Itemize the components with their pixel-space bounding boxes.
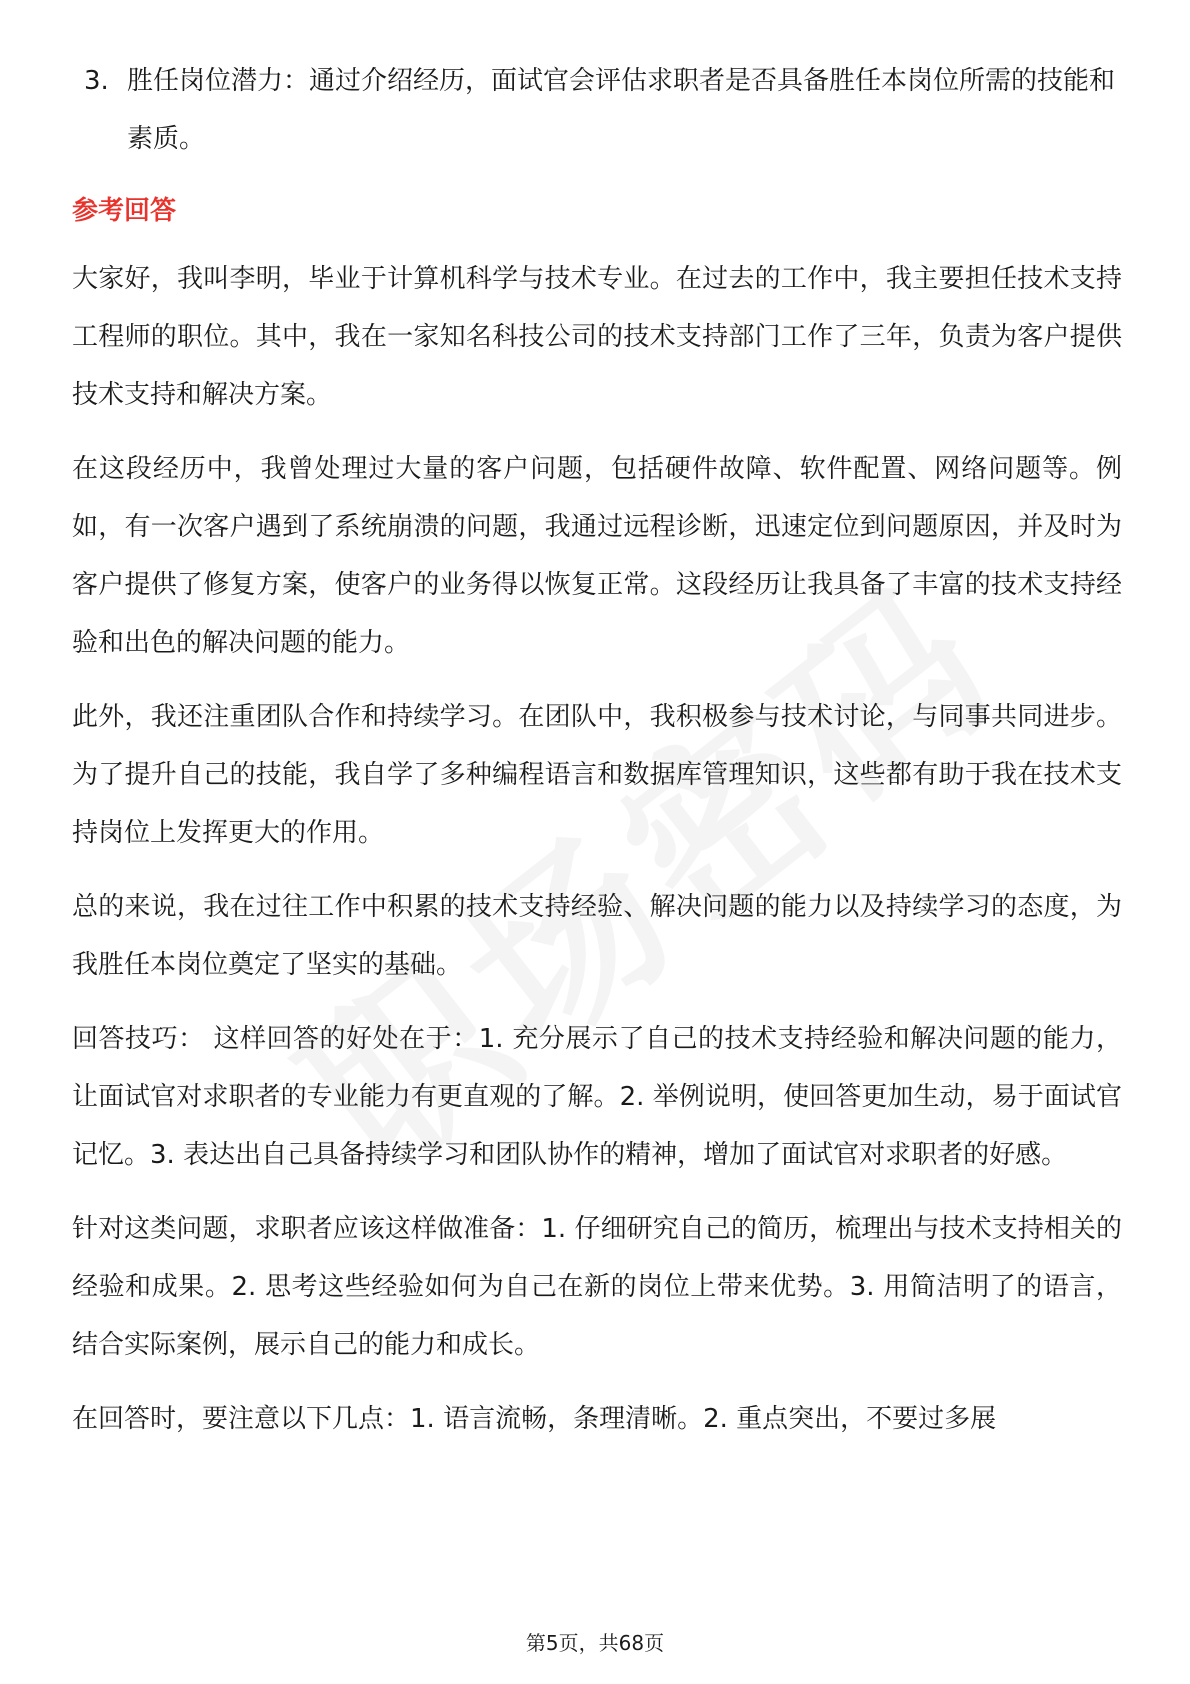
document-page (72, 52, 1122, 1448)
page-footer: 第5页，共68页 (525, 1631, 665, 1655)
section-title-reference-answer: 参考回答 (72, 196, 177, 226)
paragraph-notes: 在回答时，要注意以下几点：1. 语言流畅，条理清晰。2. 重点突出，不要过多展 (72, 1404, 997, 1434)
list-item-text: 胜任岗位潜力：通过介绍经历，面试官会评估求职者是否具备胜任本岗位所需的技能和素质。 (127, 66, 1116, 154)
paragraph-intro: 大家好，我叫李明，毕业于计算机科学与技术专业。在过去的工作中，我主要担任技术支持工程师的职位。其中，我在一家知名科技公司的技术支持部门工作了三年，负责为客户提供技术支持和解决方案。 (72, 264, 1122, 410)
paragraph-summary: 总的来说，我在过往工作中积累的技术支持经验、解决问题的能力以及持续学习的态度，为我胜任本岗位奠定了坚实的基础。 (72, 892, 1122, 980)
paragraph-experience: 在这段经历中，我曾处理过大量的客户问题，包括硬件故障、软件配置、网络问题等。例如，有一次客户遇到了系统崩溃的问题，我通过远程诊断，迅速定位到问题原因，并及时为客户提供了修复方案，使客户的业务得以恢复正常。这段经历让我具备了丰富的技术支持经验和出色的解决问题的能力。 (72, 454, 1122, 658)
list-item-3 (72, 52, 1122, 168)
paragraph-preparation: 针对这类问题，求职者应该这样做准备：1. 仔细研究自己的简历，梳理出与技术支持相关的经验和成果。2. 思考这些经验如何为自己在新的岗位上带来优势。3. 用简洁明了的语言，结合实际案例，展示自己的能力和成长。 (72, 1214, 1122, 1360)
paragraph-answer-tips: 回答技巧： 这样回答的好处在于：1. 充分展示了自己的技术支持经验和解决问题的能力，让面试官对求职者的专业能力有更直观的了解。2. 举例说明，使回答更加生动，易于面试官记忆。3. 表达出自己具备持续学习和团队协作的精神，增加了面试官对求职者的好感。 (72, 1024, 1122, 1170)
list-item-number: 3. (84, 66, 109, 96)
paragraph-teamwork: 此外，我还注重团队合作和持续学习。在团队中，我积极参与技术讨论，与同事共同进步。为了提升自己的技能，我自学了多种编程语言和数据库管理知识，这些都有助于我在技术支持岗位上发挥更大的作用。 (72, 702, 1122, 848)
